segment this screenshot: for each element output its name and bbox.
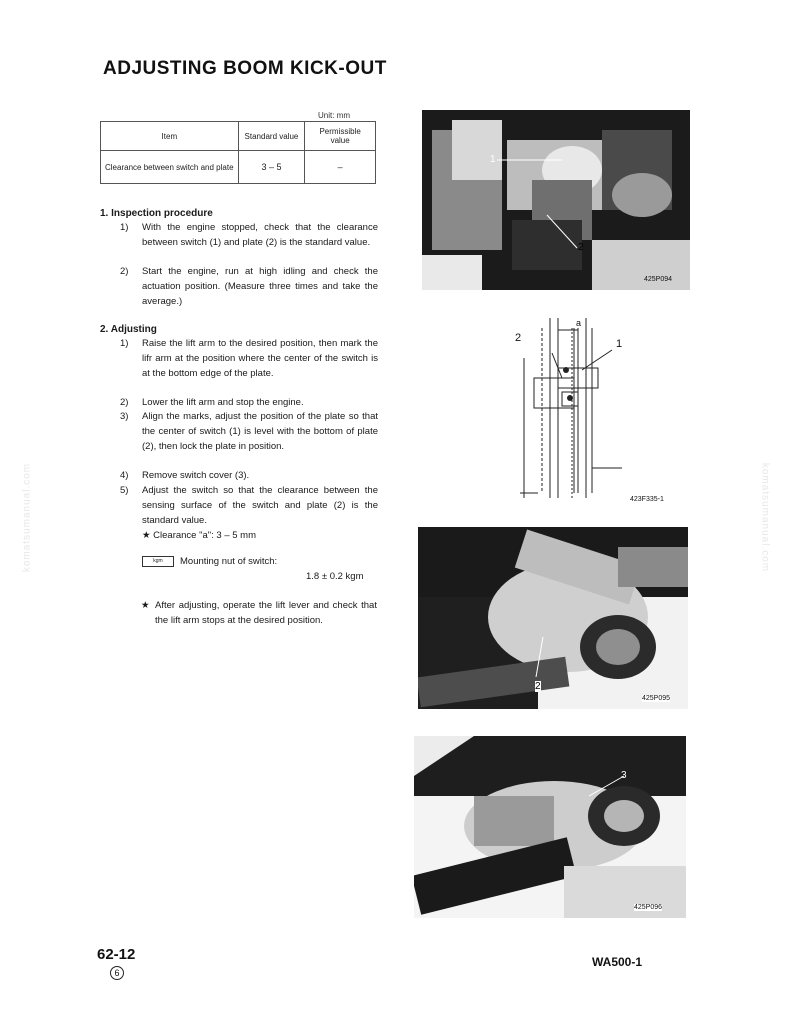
figure-label: 1	[616, 338, 623, 350]
step-number: 2)	[120, 397, 129, 408]
watermark-left: komatsumanual.com	[21, 462, 33, 573]
table-header-standard: Standard value	[238, 122, 305, 151]
figure-2-diagram	[512, 318, 682, 508]
switch-diagram	[512, 318, 682, 508]
figure-1-photo	[422, 110, 690, 290]
note	[141, 598, 377, 628]
figure-caption: 425P094	[644, 276, 673, 283]
step-number: 3)	[120, 411, 129, 422]
clearance-spec: ★ Clearance "a": 3 – 5 mm	[142, 530, 256, 541]
step-number: 1)	[120, 222, 129, 233]
table-cell-permissible: –	[305, 151, 376, 184]
note-text: After adjusting, operate the lift lever and check that the lift arm stops at the desired position.	[155, 600, 377, 626]
revision-badge: 6	[110, 966, 124, 980]
photo-illustration	[414, 736, 686, 918]
step-text: Lower the lift arm and stop the engine.	[142, 397, 304, 408]
list-item	[120, 336, 378, 381]
list-item	[120, 468, 378, 483]
section-heading-adjusting: 2. Adjusting	[100, 324, 157, 335]
table-header-permissible: Permissible value	[305, 122, 376, 151]
model-label: WA500-1	[592, 955, 643, 969]
step-number: 5)	[120, 485, 129, 496]
figure-label: a	[576, 318, 582, 328]
section-heading-inspection: 1. Inspection procedure	[100, 208, 213, 219]
unit-label: Unit: mm	[318, 111, 350, 120]
figure-caption: 425P096	[634, 904, 663, 911]
torque-label: Mounting nut of switch:	[180, 556, 278, 567]
figure-label: 1	[490, 154, 496, 165]
page-number: 62-12	[97, 946, 136, 963]
step-text: Remove switch cover (3).	[142, 470, 250, 481]
list-item	[120, 220, 378, 250]
page-title: ADJUSTING BOOM KICK-OUT	[103, 58, 387, 79]
watermark-right: komatsumanual.com	[759, 462, 771, 573]
step-text: Adjust the switch so that the clearance between the sensing surface of the switch and plate (2) is the standard value.	[142, 485, 378, 526]
list-item	[120, 395, 378, 410]
list-item	[120, 264, 378, 309]
figure-3-photo	[418, 527, 688, 709]
figure-4-photo	[414, 736, 686, 918]
photo-illustration	[418, 527, 688, 709]
step-text: Align the marks, adjust the position of the plate so that the center of switch (1) is level with the bottom of plate (2), then lock the plate in position.	[142, 411, 378, 452]
step-number: 1)	[120, 338, 129, 349]
figure-caption: 423F335-1	[630, 496, 664, 503]
table-header-item: Item	[101, 122, 239, 151]
step-text: With the engine stopped, check that the clearance between switch (1) and plate (2) is the standard value.	[142, 222, 378, 248]
figure-label: 3	[621, 770, 627, 781]
step-text: Raise the lift arm to the desired position, then mark the lifr arm at the position where the center of the switch is at the bottom edge of the plate.	[142, 338, 378, 379]
figure-label: 2	[578, 242, 584, 253]
list-item	[120, 483, 378, 528]
star-icon: ★	[141, 600, 150, 611]
figure-label: 2	[535, 681, 541, 692]
figure-label: 2	[515, 332, 522, 344]
list-item	[120, 409, 378, 454]
wrench-torque-icon: kgm	[142, 556, 174, 567]
table-cell-item: Clearance between switch and plate	[101, 151, 239, 184]
torque-spec	[142, 554, 277, 569]
step-text: Start the engine, run at high idling and check the actuation position. (Measure three times and take the average.)	[142, 266, 378, 307]
table-cell-standard: 3 – 5	[238, 151, 305, 184]
step-number: 2)	[120, 266, 129, 277]
torque-value: 1.8 ± 0.2 kgm	[306, 571, 364, 582]
figure-caption: 425P095	[642, 695, 671, 702]
spec-table	[100, 121, 376, 184]
step-number: 4)	[120, 470, 129, 481]
photo-illustration	[422, 110, 690, 290]
